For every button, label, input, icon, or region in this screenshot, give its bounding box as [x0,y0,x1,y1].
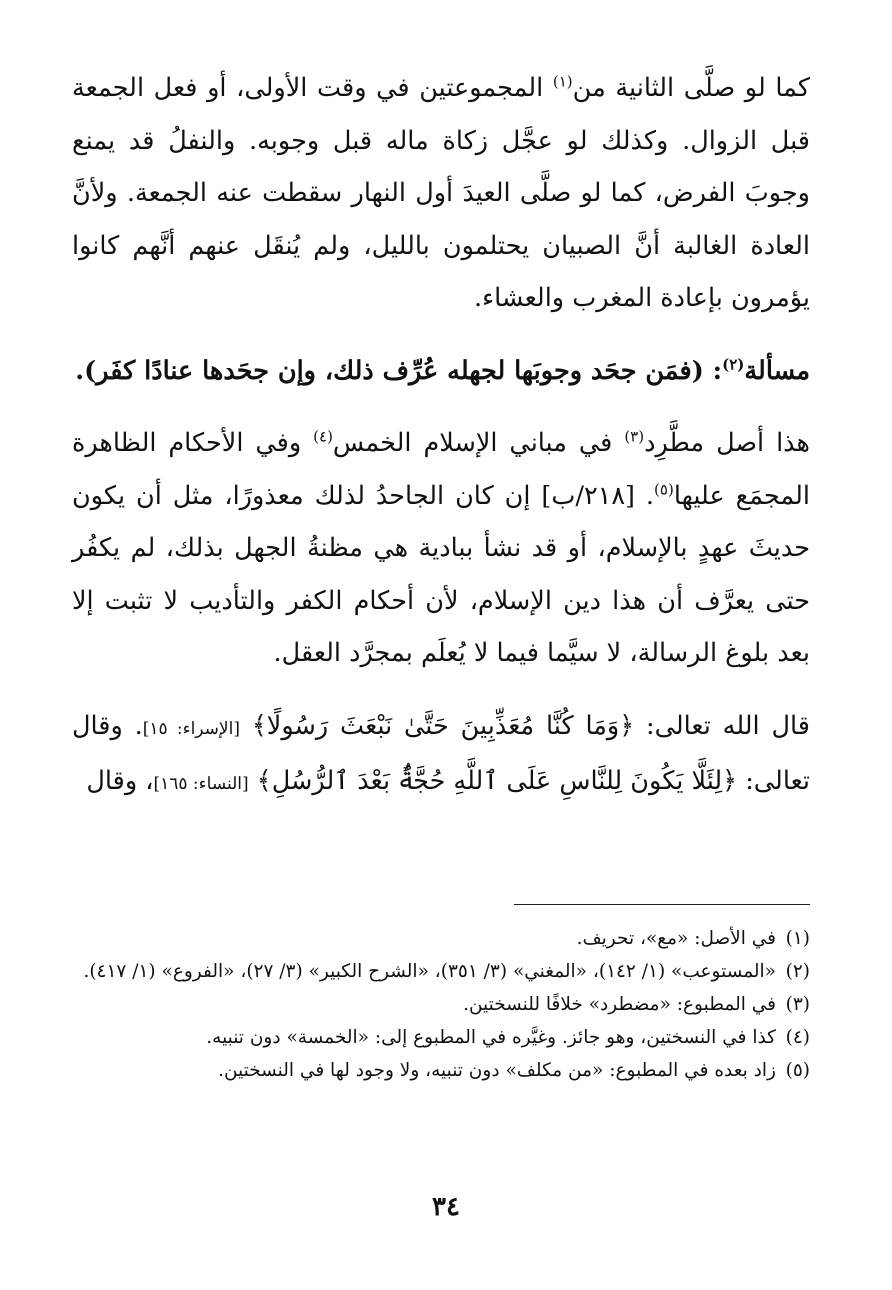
footnote-ref-4: (٤) [313,427,333,446]
text-run: في مباني الإسلام الخمس [332,428,625,458]
footnote-number: (٢) [785,961,810,982]
paragraph-4 [72,700,810,811]
text-run: وفي الأحكام الظاهرة المجمَع عليها [72,428,810,511]
main-text [72,62,810,811]
text-run: . [٢١٨/ب] إن كان الجاحدُ لذلك معذورًا، مثل أن يكون حديثَ عهدٍ بالإسلام، أو قد نشأ ببادية هي مظنةُ الجهل بذلك، لم يكفُر حتى يعرَّف أن هذا دين الإسلام، لأن أحكام الكفر والتأديب لا تثبت إلا بعد بلوغ الرسالة، لا سيَّما فيما لا يُعلَم بمجرَّد العقل. [72,480,810,668]
verse-reference-2: [النساء: ١٦٥] [153,774,249,794]
footnote-number: (٤) [785,1027,810,1048]
footnote-text: في الأصل: «مع»، تحريف. [576,928,776,949]
text-run: كما لو صلَّى الثانية من [572,73,810,103]
verse-reference-1: [الإسراء: ١٥] [142,718,240,739]
footnote-text: في المطبوع: «مضطرد» خلافًا للنسختين. [463,994,776,1015]
footnote-text: كذا في النسختين، وهو جائز. وغيَّره في المطبوع إلى: «الخمسة» دون تنبيه. [206,1027,776,1048]
footnote-number: (٥) [785,1060,810,1081]
text-run: . وقال تعالى: [72,710,810,796]
text-run: ، وقال [86,766,154,796]
footnote-ref-2: (٢) [722,355,745,373]
page-number: ٣٤ [432,1192,460,1222]
paragraph-3 [72,417,810,680]
footnote-4 [72,1021,810,1054]
footnote-divider [514,904,810,905]
footnote-ref-1: (١) [552,72,573,91]
footnote-3 [72,988,810,1021]
footnote-number: (٣) [785,994,810,1015]
issue-label: مسألة [744,355,810,386]
footnote-text: زاد بعده في المطبوع: «من مكلف» دون تنبيه، ولا وجود لها في النسختين. [218,1060,776,1081]
footnote-2 [72,955,810,988]
footnote-ref-3: (٣) [624,427,645,446]
text-run: قال الله تعالى: [634,710,810,741]
footnote-ref-5: (٥) [654,480,674,498]
text-run: هذا أصل مطَّرِد [644,428,811,458]
paragraph-1 [72,62,810,325]
issue-text: : (فمَن جحَد وجوبَها لجهله عُرِّف ذلك، وإن جحَدها عنادًا كفَر). [75,355,723,386]
quran-verse-2: ﴿لِئَلَّا يَكُونَ لِلنَّاسِ عَلَى ٱللَّهِ حُجَّةٌۢ بَعْدَ ٱلرُّسُلِ﴾ [256,766,738,796]
issue-heading [72,345,810,398]
footnote-5 [72,1054,810,1087]
quran-verse-1: ﴿وَمَا كُنَّا مُعَذِّبِينَ حَتَّىٰ نَبْعَثَ رَسُولًا﴾ [251,710,635,741]
text-run: المجموعتين في وقت الأولى، أو فعل الجمعة قبل الزوال. وكذلك لو عجَّل زكاة ماله قبل وجوبه. والنفلُ قد يمنع وجوبَ الفرض، كما لو صلَّى العيدَ أول النهار سقطت عنه الجمعة. ولأنَّ العادة الغالبة أنَّ الصبيان يحتلمون بالليل، ولم يُنقَل عنهم أنَّهم كانوا يؤمرون بإعادة المغرب والعشاء. [72,73,810,313]
footnotes [72,922,810,1087]
footnote-number: (١) [785,928,810,949]
footnote-1 [72,922,810,955]
footnote-text: «المستوعب» (١/ ١٤٢)، «المغني» (٣/ ٣٥١)، «الشرح الكبير» (٣/ ٢٧)، «الفروع» (١/ ٤١٧). [83,961,776,982]
